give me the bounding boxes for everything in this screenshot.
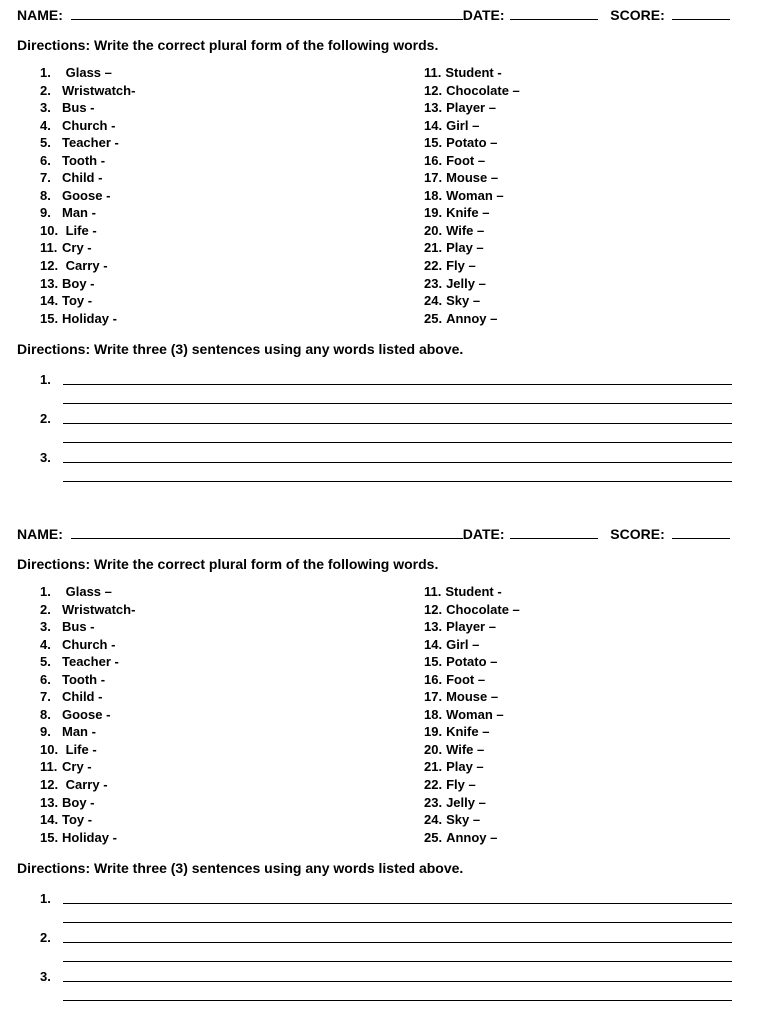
item-word: Student - — [445, 65, 502, 80]
word-item — [40, 134, 135, 152]
item-word: Potato – — [446, 654, 498, 670]
item-word: Mouse – — [446, 689, 499, 705]
item-number: 16. — [424, 152, 443, 168]
sentence-number: 2. — [40, 930, 51, 945]
sentence-number: 1. — [40, 372, 51, 387]
word-item — [424, 583, 520, 601]
item-number: 14. — [40, 293, 59, 309]
item-number: 10. — [40, 222, 59, 238]
item-word: Sky – — [446, 293, 481, 309]
item-word: Teacher - — [62, 654, 119, 670]
word-list-left — [40, 583, 135, 846]
item-number: 25. — [424, 829, 443, 845]
word-item — [424, 64, 520, 82]
item-word: Holiday - — [62, 829, 117, 845]
word-item — [424, 723, 520, 741]
item-word: Player – — [446, 619, 496, 635]
directions-plural: Directions: Write the correct plural form of the following words. — [17, 37, 439, 53]
item-word: Jelly – — [446, 794, 486, 810]
word-item — [40, 82, 135, 100]
item-word: Toy - — [62, 812, 93, 828]
word-list-left — [40, 64, 135, 327]
item-number: 6. — [40, 152, 51, 168]
item-word: Sky – — [446, 812, 481, 828]
item-number: 13. — [40, 794, 59, 810]
word-item — [424, 82, 520, 100]
word-item — [40, 64, 135, 82]
item-number: 7. — [40, 689, 51, 705]
item-number: 13. — [40, 275, 59, 291]
answer-line[interactable] — [63, 384, 732, 385]
worksheet-section — [0, 519, 768, 1019]
name-field[interactable] — [71, 6, 463, 20]
item-word: Fly – — [446, 258, 476, 274]
item-number: 21. — [424, 759, 443, 775]
item-word: Life - — [62, 741, 97, 757]
item-number: 6. — [40, 671, 51, 687]
word-item — [424, 776, 520, 794]
item-word: Foot – — [446, 152, 486, 168]
item-number: 25. — [424, 310, 443, 326]
item-word: Knife – — [446, 205, 490, 221]
item-word: Holiday - — [62, 310, 117, 326]
word-item — [40, 204, 135, 222]
item-word: Man - — [62, 205, 96, 221]
item-number: 14. — [424, 117, 443, 133]
item-word: Glass – — [62, 65, 112, 80]
answer-line[interactable] — [63, 423, 732, 424]
directions-sentences: Directions: Write three (3) sentences using any words listed above. — [17, 341, 464, 357]
item-word: Play – — [446, 240, 484, 256]
item-word: Wife – — [446, 222, 485, 238]
item-number: 2. — [40, 82, 51, 98]
item-number: 11. — [424, 65, 442, 80]
item-word: Knife – — [446, 724, 490, 740]
item-word: Play – — [446, 759, 484, 775]
item-number: 3. — [40, 100, 51, 116]
word-item — [40, 292, 135, 310]
item-number: 17. — [424, 170, 443, 186]
header-row — [17, 6, 752, 24]
item-number: 12. — [424, 601, 443, 617]
item-number: 3. — [40, 619, 51, 635]
word-item — [424, 601, 520, 619]
word-item — [424, 741, 520, 759]
worksheet-section — [0, 0, 768, 500]
item-number: 15. — [424, 654, 443, 670]
answer-line[interactable] — [63, 442, 732, 443]
item-word: Jelly – — [446, 275, 486, 291]
date-field[interactable] — [510, 525, 598, 539]
item-word: Man - — [62, 724, 96, 740]
word-item — [40, 618, 135, 636]
directions-plural: Directions: Write the correct plural form of the following words. — [17, 556, 439, 572]
word-item — [424, 187, 520, 205]
item-number: 9. — [40, 205, 51, 221]
item-word: Wristwatch- — [62, 82, 136, 98]
word-item — [40, 811, 135, 829]
name-label: NAME: — [17, 526, 63, 542]
header-row — [17, 525, 752, 543]
item-word: Teacher - — [62, 135, 119, 151]
item-word: Tooth - — [62, 152, 106, 168]
word-item — [40, 706, 135, 724]
word-item — [40, 688, 135, 706]
word-item — [40, 275, 135, 293]
item-word: Chocolate – — [446, 82, 520, 98]
word-item — [424, 758, 520, 776]
word-item — [424, 257, 520, 275]
word-item — [40, 671, 135, 689]
item-number: 15. — [40, 310, 59, 326]
word-item — [424, 275, 520, 293]
word-list-right — [424, 64, 520, 327]
item-word: Church - — [62, 117, 116, 133]
word-item — [40, 222, 135, 240]
item-number: 24. — [424, 812, 443, 828]
word-item — [424, 688, 520, 706]
word-item — [424, 811, 520, 829]
item-word: Annoy – — [446, 829, 498, 845]
word-item — [424, 99, 520, 117]
answer-line[interactable] — [63, 922, 732, 923]
word-list-right — [424, 583, 520, 846]
answer-line[interactable] — [63, 961, 732, 962]
item-number: 20. — [424, 741, 443, 757]
sentence-item — [40, 968, 732, 1007]
item-word: Boy - — [62, 275, 95, 291]
sentence-area — [40, 371, 732, 488]
sentence-item — [40, 929, 732, 968]
item-number: 23. — [424, 794, 443, 810]
item-number: 19. — [424, 205, 443, 221]
word-item — [424, 292, 520, 310]
sentence-number: 2. — [40, 411, 51, 426]
word-item — [424, 204, 520, 222]
item-number: 4. — [40, 117, 51, 133]
word-item — [424, 134, 520, 152]
item-number: 23. — [424, 275, 443, 291]
sentence-area — [40, 890, 732, 1007]
item-word: Toy - — [62, 293, 93, 309]
item-word: Mouse – — [446, 170, 499, 186]
item-number: 19. — [424, 724, 443, 740]
word-item — [424, 618, 520, 636]
answer-line[interactable] — [63, 942, 732, 943]
word-item — [40, 794, 135, 812]
date-label: DATE: — [462, 7, 505, 23]
item-number: 12. — [40, 258, 59, 274]
item-number: 13. — [424, 100, 443, 116]
sentence-number: 3. — [40, 969, 51, 984]
item-word: Goose - — [62, 187, 111, 203]
item-word: Girl – — [446, 117, 480, 133]
item-number: 4. — [40, 636, 51, 652]
item-word: Bus - — [62, 619, 95, 635]
item-word: Annoy – — [446, 310, 498, 326]
word-item — [40, 583, 135, 601]
word-item — [40, 169, 135, 187]
item-number: 2. — [40, 601, 51, 617]
word-item — [40, 117, 135, 135]
item-word: Carry - — [62, 777, 108, 793]
item-number: 21. — [424, 240, 443, 256]
score-field[interactable] — [672, 525, 730, 539]
item-word: Woman – — [446, 706, 504, 722]
item-word: Cry - — [62, 240, 92, 256]
word-item — [40, 776, 135, 794]
item-number: 1. — [40, 584, 51, 599]
word-item — [424, 653, 520, 671]
word-item — [40, 601, 135, 619]
item-number: 1. — [40, 65, 51, 80]
word-item — [424, 239, 520, 257]
word-item — [40, 723, 135, 741]
item-number: 16. — [424, 671, 443, 687]
sentence-item — [40, 371, 732, 410]
score-field[interactable] — [672, 6, 730, 20]
item-word: Church - — [62, 636, 116, 652]
word-item — [424, 671, 520, 689]
item-number: 15. — [424, 135, 443, 151]
word-item — [424, 829, 520, 847]
word-item — [424, 222, 520, 240]
item-word: Boy - — [62, 794, 95, 810]
item-word: Foot – — [446, 671, 486, 687]
date-label: DATE: — [462, 526, 505, 542]
sentence-number: 3. — [40, 450, 51, 465]
item-number: 11. — [424, 584, 442, 599]
item-number: 13. — [424, 619, 443, 635]
word-item — [40, 187, 135, 205]
item-number: 8. — [40, 706, 51, 722]
item-number: 10. — [40, 741, 59, 757]
item-number: 5. — [40, 654, 51, 670]
item-word: Player – — [446, 100, 496, 116]
word-item — [40, 257, 135, 275]
item-number: 11. — [40, 759, 58, 775]
item-number: 18. — [424, 187, 443, 203]
word-item — [40, 758, 135, 776]
score-label: SCORE: — [610, 526, 665, 542]
item-number: 12. — [40, 777, 59, 793]
item-word: Child - — [62, 170, 103, 186]
item-number: 17. — [424, 689, 443, 705]
item-number: 7. — [40, 170, 51, 186]
item-word: Cry - — [62, 759, 92, 775]
item-number: 18. — [424, 706, 443, 722]
word-item — [40, 239, 135, 257]
item-word: Wristwatch- — [62, 601, 136, 617]
item-word: Life - — [62, 222, 97, 238]
word-item — [424, 794, 520, 812]
word-item — [40, 152, 135, 170]
word-item — [424, 636, 520, 654]
item-number: 14. — [424, 636, 443, 652]
item-word: Tooth - — [62, 671, 106, 687]
answer-line[interactable] — [63, 981, 732, 982]
answer-line[interactable] — [63, 481, 732, 482]
word-item — [40, 99, 135, 117]
item-number: 24. — [424, 293, 443, 309]
directions-sentences: Directions: Write three (3) sentences using any words listed above. — [17, 860, 464, 876]
word-item — [424, 152, 520, 170]
item-number: 15. — [40, 829, 59, 845]
item-word: Glass – — [62, 584, 112, 599]
item-word: Fly – — [446, 777, 476, 793]
answer-line[interactable] — [63, 903, 732, 904]
item-number: 20. — [424, 222, 443, 238]
score-label: SCORE: — [610, 7, 665, 23]
item-number: 9. — [40, 724, 51, 740]
sentence-item — [40, 890, 732, 929]
item-word: Potato – — [446, 135, 498, 151]
item-number: 11. — [40, 240, 58, 256]
word-item — [40, 310, 135, 328]
word-item — [424, 310, 520, 328]
date-field[interactable] — [510, 6, 598, 20]
item-number: 12. — [424, 82, 443, 98]
sentence-number: 1. — [40, 891, 51, 906]
item-word: Wife – — [446, 741, 485, 757]
item-number: 8. — [40, 187, 51, 203]
item-word: Goose - — [62, 706, 111, 722]
word-item — [40, 636, 135, 654]
name-field[interactable] — [71, 525, 463, 539]
item-word: Chocolate – — [446, 601, 520, 617]
item-word: Girl – — [446, 636, 480, 652]
item-word: Student - — [445, 584, 502, 599]
item-number: 22. — [424, 777, 443, 793]
item-word: Carry - — [62, 258, 108, 274]
answer-line[interactable] — [63, 1000, 732, 1001]
word-item — [424, 706, 520, 724]
item-word: Bus - — [62, 100, 95, 116]
item-word: Woman – — [446, 187, 504, 203]
item-number: 5. — [40, 135, 51, 151]
answer-line[interactable] — [63, 462, 732, 463]
word-item — [424, 117, 520, 135]
item-number: 22. — [424, 258, 443, 274]
item-word: Child - — [62, 689, 103, 705]
answer-line[interactable] — [63, 403, 732, 404]
sentence-item — [40, 449, 732, 488]
item-number: 14. — [40, 812, 59, 828]
name-label: NAME: — [17, 7, 63, 23]
word-item — [424, 169, 520, 187]
word-item — [40, 741, 135, 759]
word-item — [40, 653, 135, 671]
sentence-item — [40, 410, 732, 449]
word-item — [40, 829, 135, 847]
